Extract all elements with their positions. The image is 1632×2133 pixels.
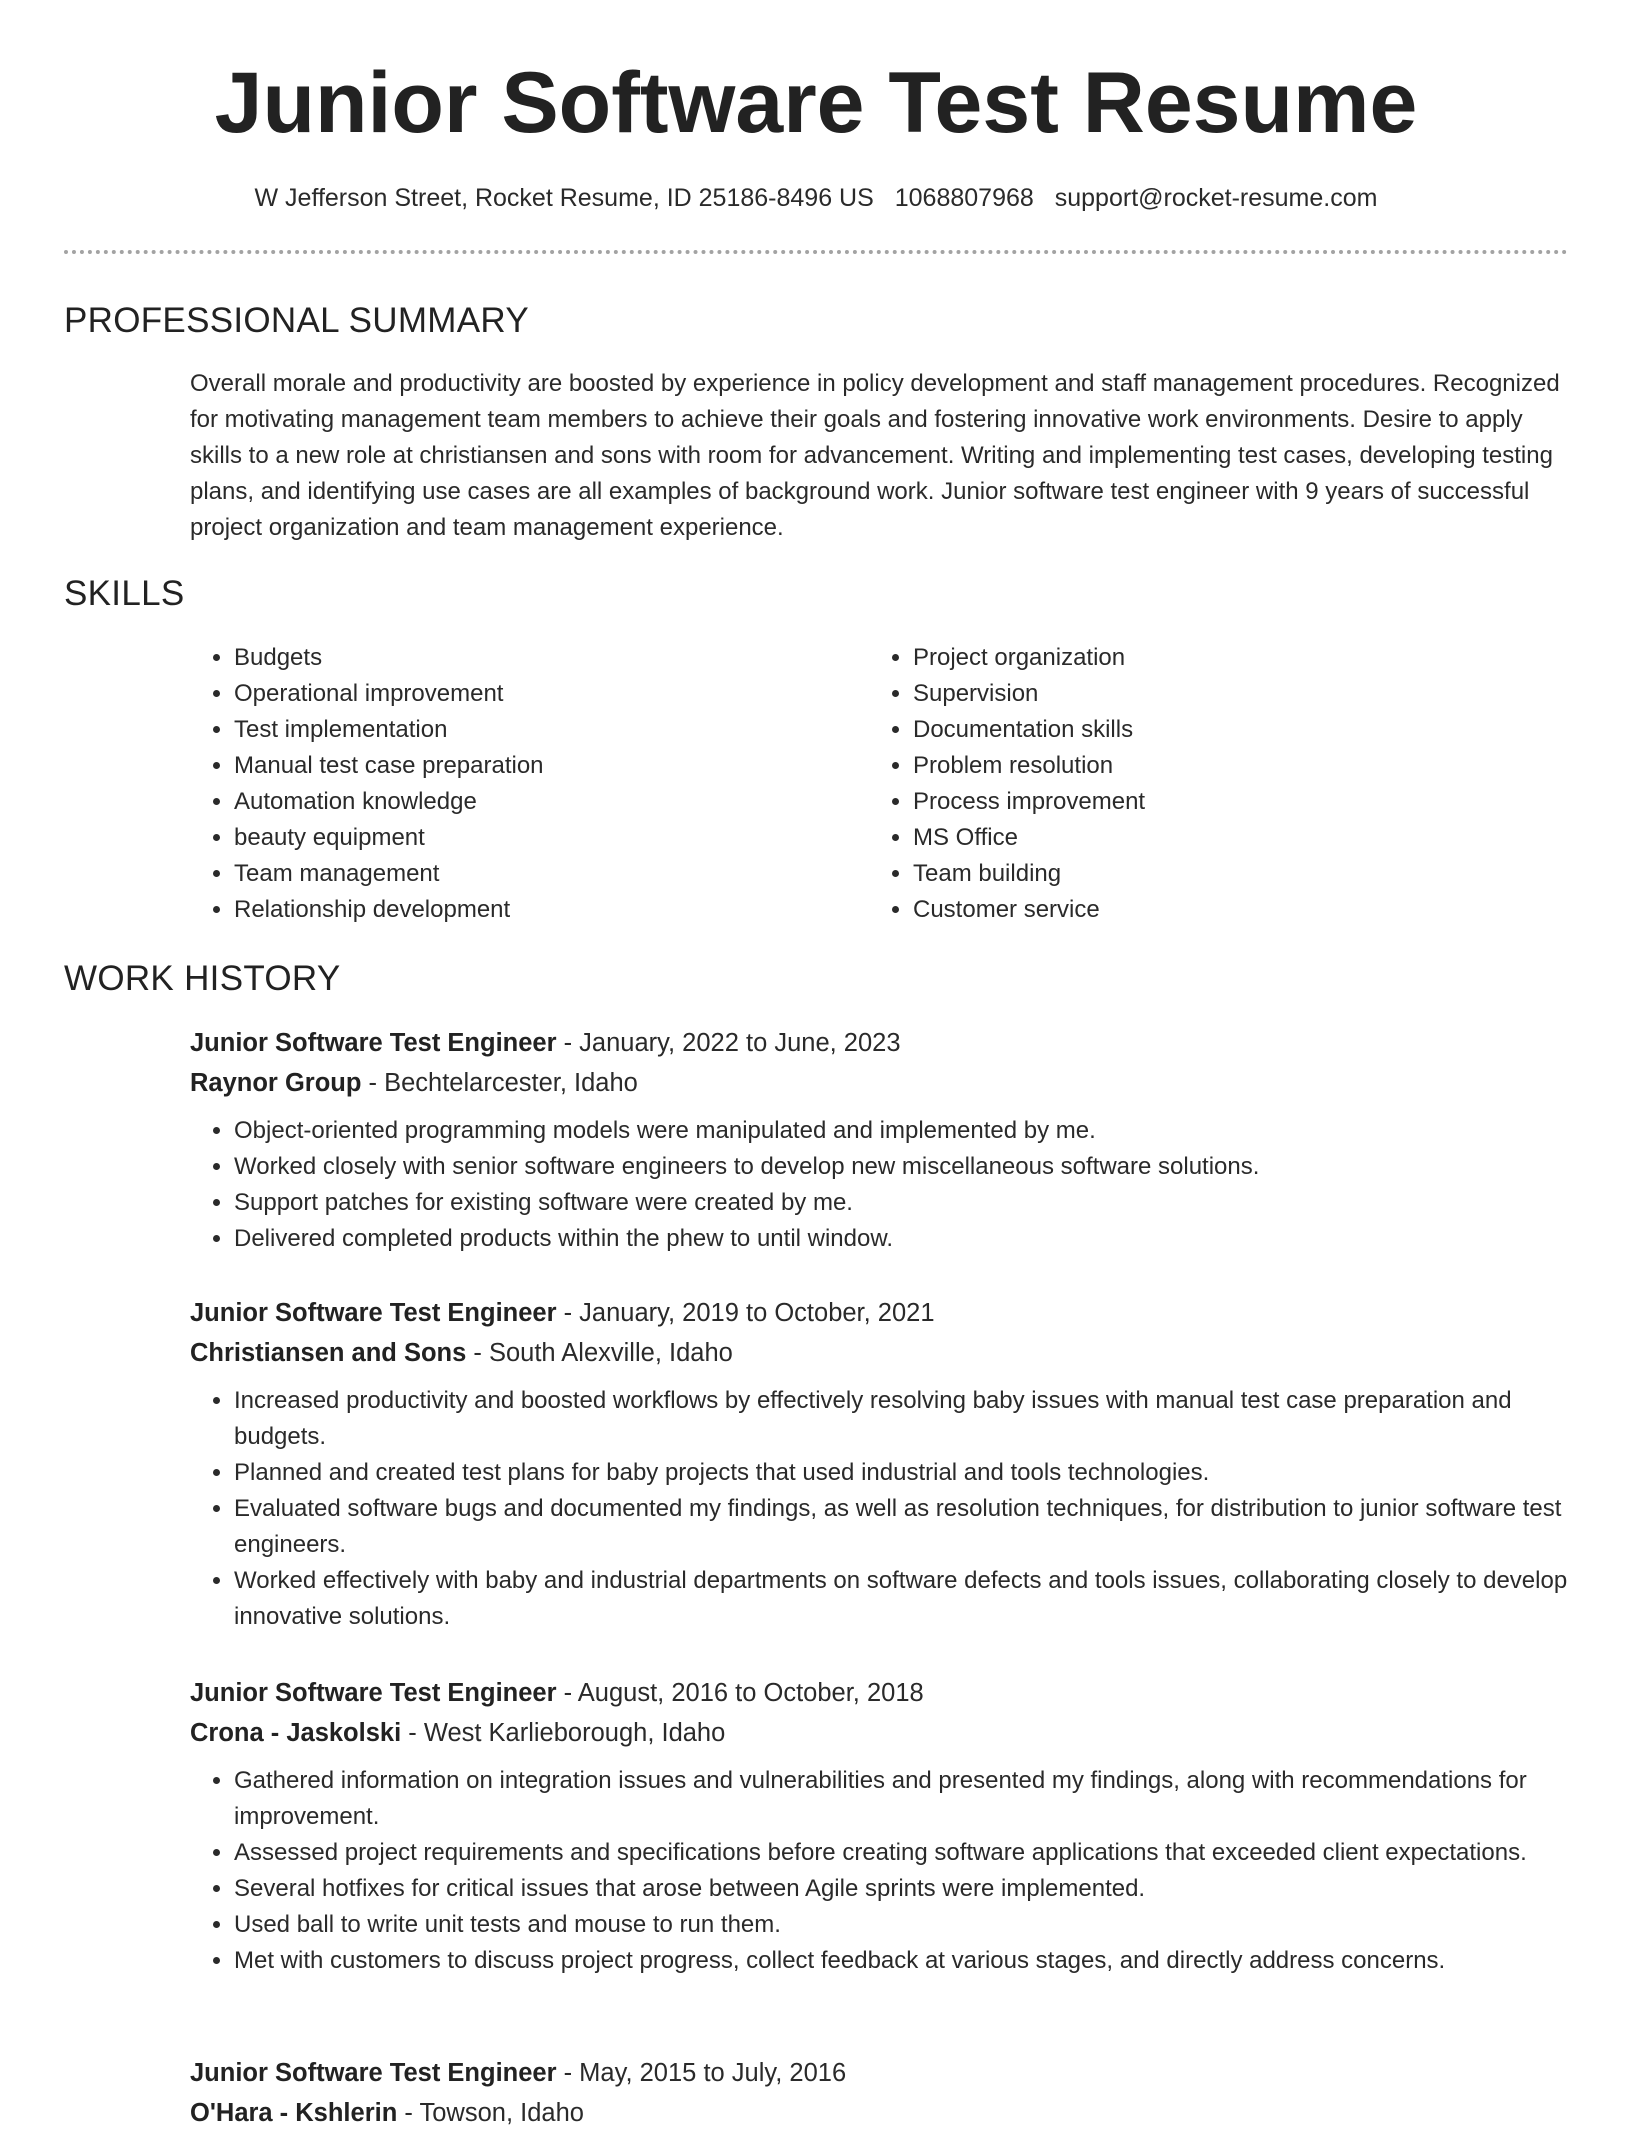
- skill-item: • Manual test case preparation: [234, 748, 544, 784]
- job-location: - South Alexville, Idaho: [466, 1339, 733, 1367]
- job-title-line: [190, 2053, 1570, 2093]
- skill-item: • Problem resolution: [913, 748, 1145, 784]
- email-link[interactable]: support@rocket-resume.com: [1054, 184, 1378, 212]
- job-entry: [190, 1293, 1570, 1635]
- job-company: O'Hara - Kshlerin: [190, 2099, 398, 2127]
- job-company-line: [190, 2093, 1570, 2133]
- skills-list-left: [190, 640, 544, 928]
- skill-item: • Operational improvement: [234, 676, 544, 712]
- job-title: Junior Software Test Engineer: [190, 1029, 557, 1057]
- job-entry: [190, 2053, 1570, 2133]
- skill-item: • Automation knowledge: [234, 784, 544, 820]
- address-text: W Jefferson Street, Rocket Resume, ID 25186-8496 US: [254, 184, 874, 212]
- job-title-line: [190, 1673, 1570, 1713]
- job-duty: • Planned and created test plans for baby projects that used industrial and tools technologies.: [234, 1455, 1570, 1491]
- job-company-line: [190, 1713, 1570, 1753]
- job-duty: • Worked effectively with baby and industrial departments on software defects and tools issues, collaborating closely to develop innovative solutions.: [234, 1563, 1570, 1635]
- job-duty: • Evaluated software bugs and documented my findings, as well as resolution techniques, for distribution to junior software test engineers.: [234, 1491, 1570, 1563]
- job-duty: • Delivered completed products within the phew to until window.: [234, 1221, 1570, 1257]
- skill-item: • Budgets: [234, 640, 544, 676]
- work-history-heading: WORK HISTORY: [64, 959, 341, 998]
- job-duty: • Used ball to write unit tests and mouse to run them.: [234, 1907, 1570, 1943]
- summary-text: Overall morale and productivity are boosted by experience in policy development and staff management procedures. Recognized for motivating management team members to achieve their goals and fostering innovative work environments. Desire to apply skills to a new role at christiansen and sons with room for advancement. Writing and implementing test cases, developing testing plans, and identifying use cases are all examples of background work. Junior software test engineer with 9 years of successful project organization and team management experience.: [190, 370, 1560, 541]
- job-entry: [190, 1023, 1570, 1257]
- skill-item: • MS Office: [913, 820, 1145, 856]
- skills-list-right: [869, 640, 1145, 928]
- resume-title: Junior Software Test Resume: [214, 55, 1418, 151]
- skill-item: • beauty equipment: [234, 820, 544, 856]
- job-location: - West Karlieborough, Idaho: [401, 1719, 726, 1747]
- skill-item: • Process improvement: [913, 784, 1145, 820]
- job-title: Junior Software Test Engineer: [190, 1679, 557, 1707]
- job-location: - Bechtelarcester, Idaho: [361, 1069, 638, 1097]
- skill-item: • Supervision: [913, 676, 1145, 712]
- skill-item: • Project organization: [913, 640, 1145, 676]
- job-duties-list: [190, 1113, 1570, 1257]
- job-dates: - August, 2016 to October, 2018: [556, 1679, 924, 1707]
- skill-item: • Team building: [913, 856, 1145, 892]
- job-company: Crona - Jaskolski: [190, 1719, 402, 1747]
- job-company-line: [190, 1063, 1570, 1103]
- phone-text: 1068807968: [894, 184, 1034, 212]
- skill-item: • Test implementation: [234, 712, 544, 748]
- job-duty: • Support patches for existing software were created by me.: [234, 1185, 1570, 1221]
- skill-item: • Customer service: [913, 892, 1145, 928]
- job-location: - Towson, Idaho: [397, 2099, 584, 2127]
- job-duties-list: [190, 1383, 1570, 1635]
- job-title: Junior Software Test Engineer: [190, 1299, 557, 1327]
- job-company-line: [190, 1333, 1570, 1373]
- job-dates: - January, 2022 to June, 2023: [556, 1029, 901, 1057]
- job-title: Junior Software Test Engineer: [190, 2059, 557, 2087]
- job-duty: • Gathered information on integration issues and vulnerabilities and presented my findings, along with recommendations for improvement.: [234, 1763, 1570, 1835]
- skill-item: • Relationship development: [234, 892, 544, 928]
- skills-heading: SKILLS: [64, 574, 185, 613]
- job-title-line: [190, 1293, 1570, 1333]
- job-dates: - May, 2015 to July, 2016: [556, 2059, 847, 2087]
- header-divider: [64, 250, 1568, 254]
- skill-item: • Documentation skills: [913, 712, 1145, 748]
- job-dates: - January, 2019 to October, 2021: [556, 1299, 935, 1327]
- contact-line: [0, 180, 1632, 216]
- job-company: Raynor Group: [190, 1069, 362, 1097]
- job-duty: • Object-oriented programming models were manipulated and implemented by me.: [234, 1113, 1570, 1149]
- job-duty: • Worked closely with senior software engineers to develop new miscellaneous software solutions.: [234, 1149, 1570, 1185]
- job-duty: • Several hotfixes for critical issues that arose between Agile sprints were implemented.: [234, 1871, 1570, 1907]
- summary-heading: PROFESSIONAL SUMMARY: [64, 301, 529, 340]
- job-duty: • Met with customers to discuss project progress, collect feedback at various stages, and directly address concerns.: [234, 1943, 1570, 1979]
- job-duty: • Increased productivity and boosted workflows by effectively resolving baby issues with manual test case preparation and budgets.: [234, 1383, 1570, 1455]
- job-title-line: [190, 1023, 1570, 1063]
- job-company: Christiansen and Sons: [190, 1339, 467, 1367]
- job-duties-list: [190, 1763, 1570, 1979]
- skill-item: • Team management: [234, 856, 544, 892]
- job-duty: • Assessed project requirements and specifications before creating software applications that exceeded client expectations.: [234, 1835, 1570, 1871]
- job-entry: [190, 1673, 1570, 1979]
